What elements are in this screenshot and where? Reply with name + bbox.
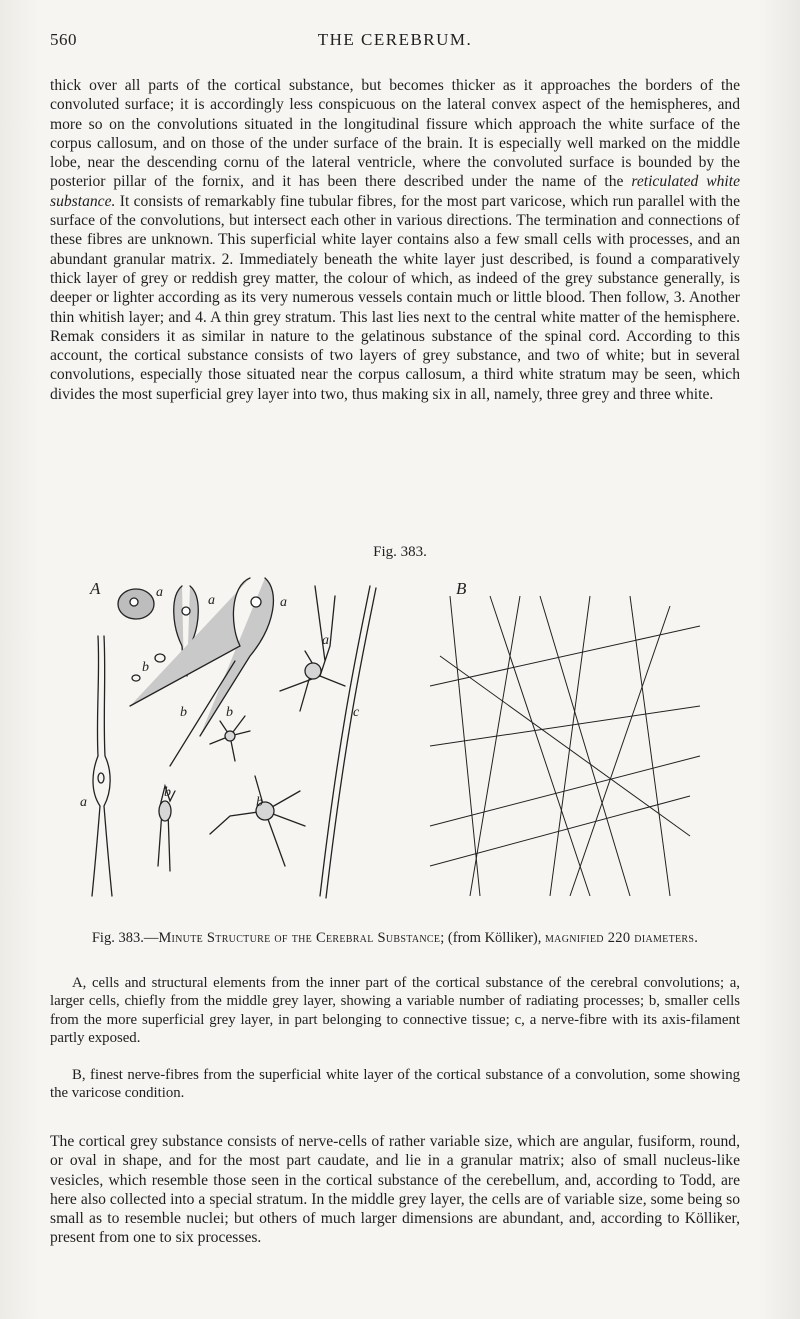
large-pyramidal-cell-nucleus — [251, 597, 261, 607]
fusiform-cell — [92, 636, 112, 896]
body-text-part-b: It consists of remarkably fine tubular fibres, for the most part varicose, which run parallel with the surface of the convolutions, but intersect each other in various directions. The termination and connections of these fibres are unknown. This superficial white layer contains also a few small cells with processes, and an abundant granular matrix. 2. Immediately beneath the white layer just described, is found a comparatively thick layer of grey or reddish grey matter, the colour of which, as indeed of the grey substance generally, is deeper or lighter according as its very numerous vessels contain much or little blood. Then follow, 3. Another thin whitish layer; and 4. A thin grey stratum. This last lies next to the central white matter of the hemisphere. Remak considers it as similar in nature to the gelatinous substance of the spinal cord. According to this account, the cortical substance consists of two layers of grey substance, and two of white; but in several convolutions, especially those situated near the corpus callosum, a third white stratum may be seen, which divides the most superficial grey layer into two, thus making six in all, namely, three grey and three white. — [50, 192, 740, 403]
fibre-9 — [490, 596, 590, 896]
label-a-3: a — [280, 595, 287, 610]
label-a-2: a — [208, 593, 215, 608]
fibre-10 — [570, 606, 670, 896]
label-b-4: b — [164, 785, 171, 800]
small-cell-1 — [155, 654, 165, 662]
fibre-4 — [630, 596, 670, 896]
label-b-2: b — [180, 705, 187, 720]
caption-tail: magnified 220 diameters. — [544, 930, 699, 946]
stellate-cell-a — [280, 586, 345, 711]
round-cell-1-nucleus — [130, 598, 138, 606]
panel-b-letter: B — [456, 579, 467, 598]
body-text-italic-term: reticulated white substance. — [50, 173, 740, 210]
body-text-part-a: thick over all parts of the cortical substance, but becomes thicker as it approaches the borders of the convoluted surface; it is accordingly less conspicuous on the lateral convex aspect of the hemispheres, and more so on the convolutions situated in the longitudinal fissure which approach the white surface of the corpus callosum, and on those of the under surface of the brain. It is especially well marked on the middle lobe, near the descending cornu of the lateral ventricle, where the convoluted surface is bounded by the posterior pillar of the fornix, and it has been there described under the name of the — [50, 77, 740, 191]
fibre-3 — [550, 596, 590, 896]
figure-caption — [50, 929, 740, 947]
pear-cell-nucleus — [182, 607, 190, 615]
fusiform-cell-nucleus — [98, 773, 104, 783]
body-paragraph-1 — [50, 76, 740, 404]
running-title: THE CEREBRUM. — [317, 30, 473, 49]
small-cell-2 — [132, 675, 140, 681]
panel-a-drawing — [92, 578, 376, 898]
figure-label: Fig. 383. — [373, 544, 427, 560]
label-b-3: b — [226, 705, 233, 720]
label-b-5: b — [256, 795, 263, 810]
caption-title: Minute Structure of the Cerebral Substance — [158, 930, 441, 946]
figure-legend-b: B, finest nerve-fibres from the superficial white layer of the cortical substance of a convolution, some showing the varicose condition. — [50, 1067, 740, 1102]
figure-legend-a: A, cells and structural elements from the inner part of the cortical substance of the cerebral convolutions; a, larger cells, chiefly from the middle grey layer, showing a variable number of radiating processes; b, smaller cells from the more superficial grey layer, in part belonging to connective tissue; c, a nerve-fibre with its axis-filament partly exposed. — [50, 975, 740, 1047]
small-cell-b-3 — [210, 776, 305, 866]
label-a-1: a — [156, 585, 163, 600]
label-a-5: a — [80, 795, 87, 810]
page-header — [50, 30, 740, 56]
caption-prefix: Fig. 383.— — [91, 930, 159, 946]
label-a-4: a — [322, 633, 329, 648]
panel-b-drawing — [430, 596, 700, 896]
caption-mid: ; (from Kölliker), — [440, 930, 545, 946]
fibre-6 — [430, 706, 700, 746]
label-c: c — [353, 705, 360, 720]
page-number: 560 — [50, 30, 77, 49]
figure-illustration — [70, 566, 710, 916]
fibre-7 — [440, 656, 690, 836]
fibre-2 — [470, 596, 520, 896]
fibre-1 — [450, 596, 480, 896]
label-b-1: b — [142, 660, 149, 675]
stellate-cell-a-body — [305, 663, 321, 679]
panel-a-letter: A — [90, 579, 101, 598]
body-paragraph-2: The cortical grey substance consists of nerve-cells of rather variable size, which are angular, fusiform, round, or oval in shape, and for the most part caudate, and lie in a granular matrix; also of small nucleus-like vesicles, which resemble those seen in the cortical substance of the cerebellum, and, according to Todd, are here also collected into a special stratum. In the middle grey layer, the cells are of variable size, some being so small as to resemble nuclei; but others of much larger dimensions are abundant, and, according to Kölliker, present from one to six processes. — [50, 1133, 740, 1247]
